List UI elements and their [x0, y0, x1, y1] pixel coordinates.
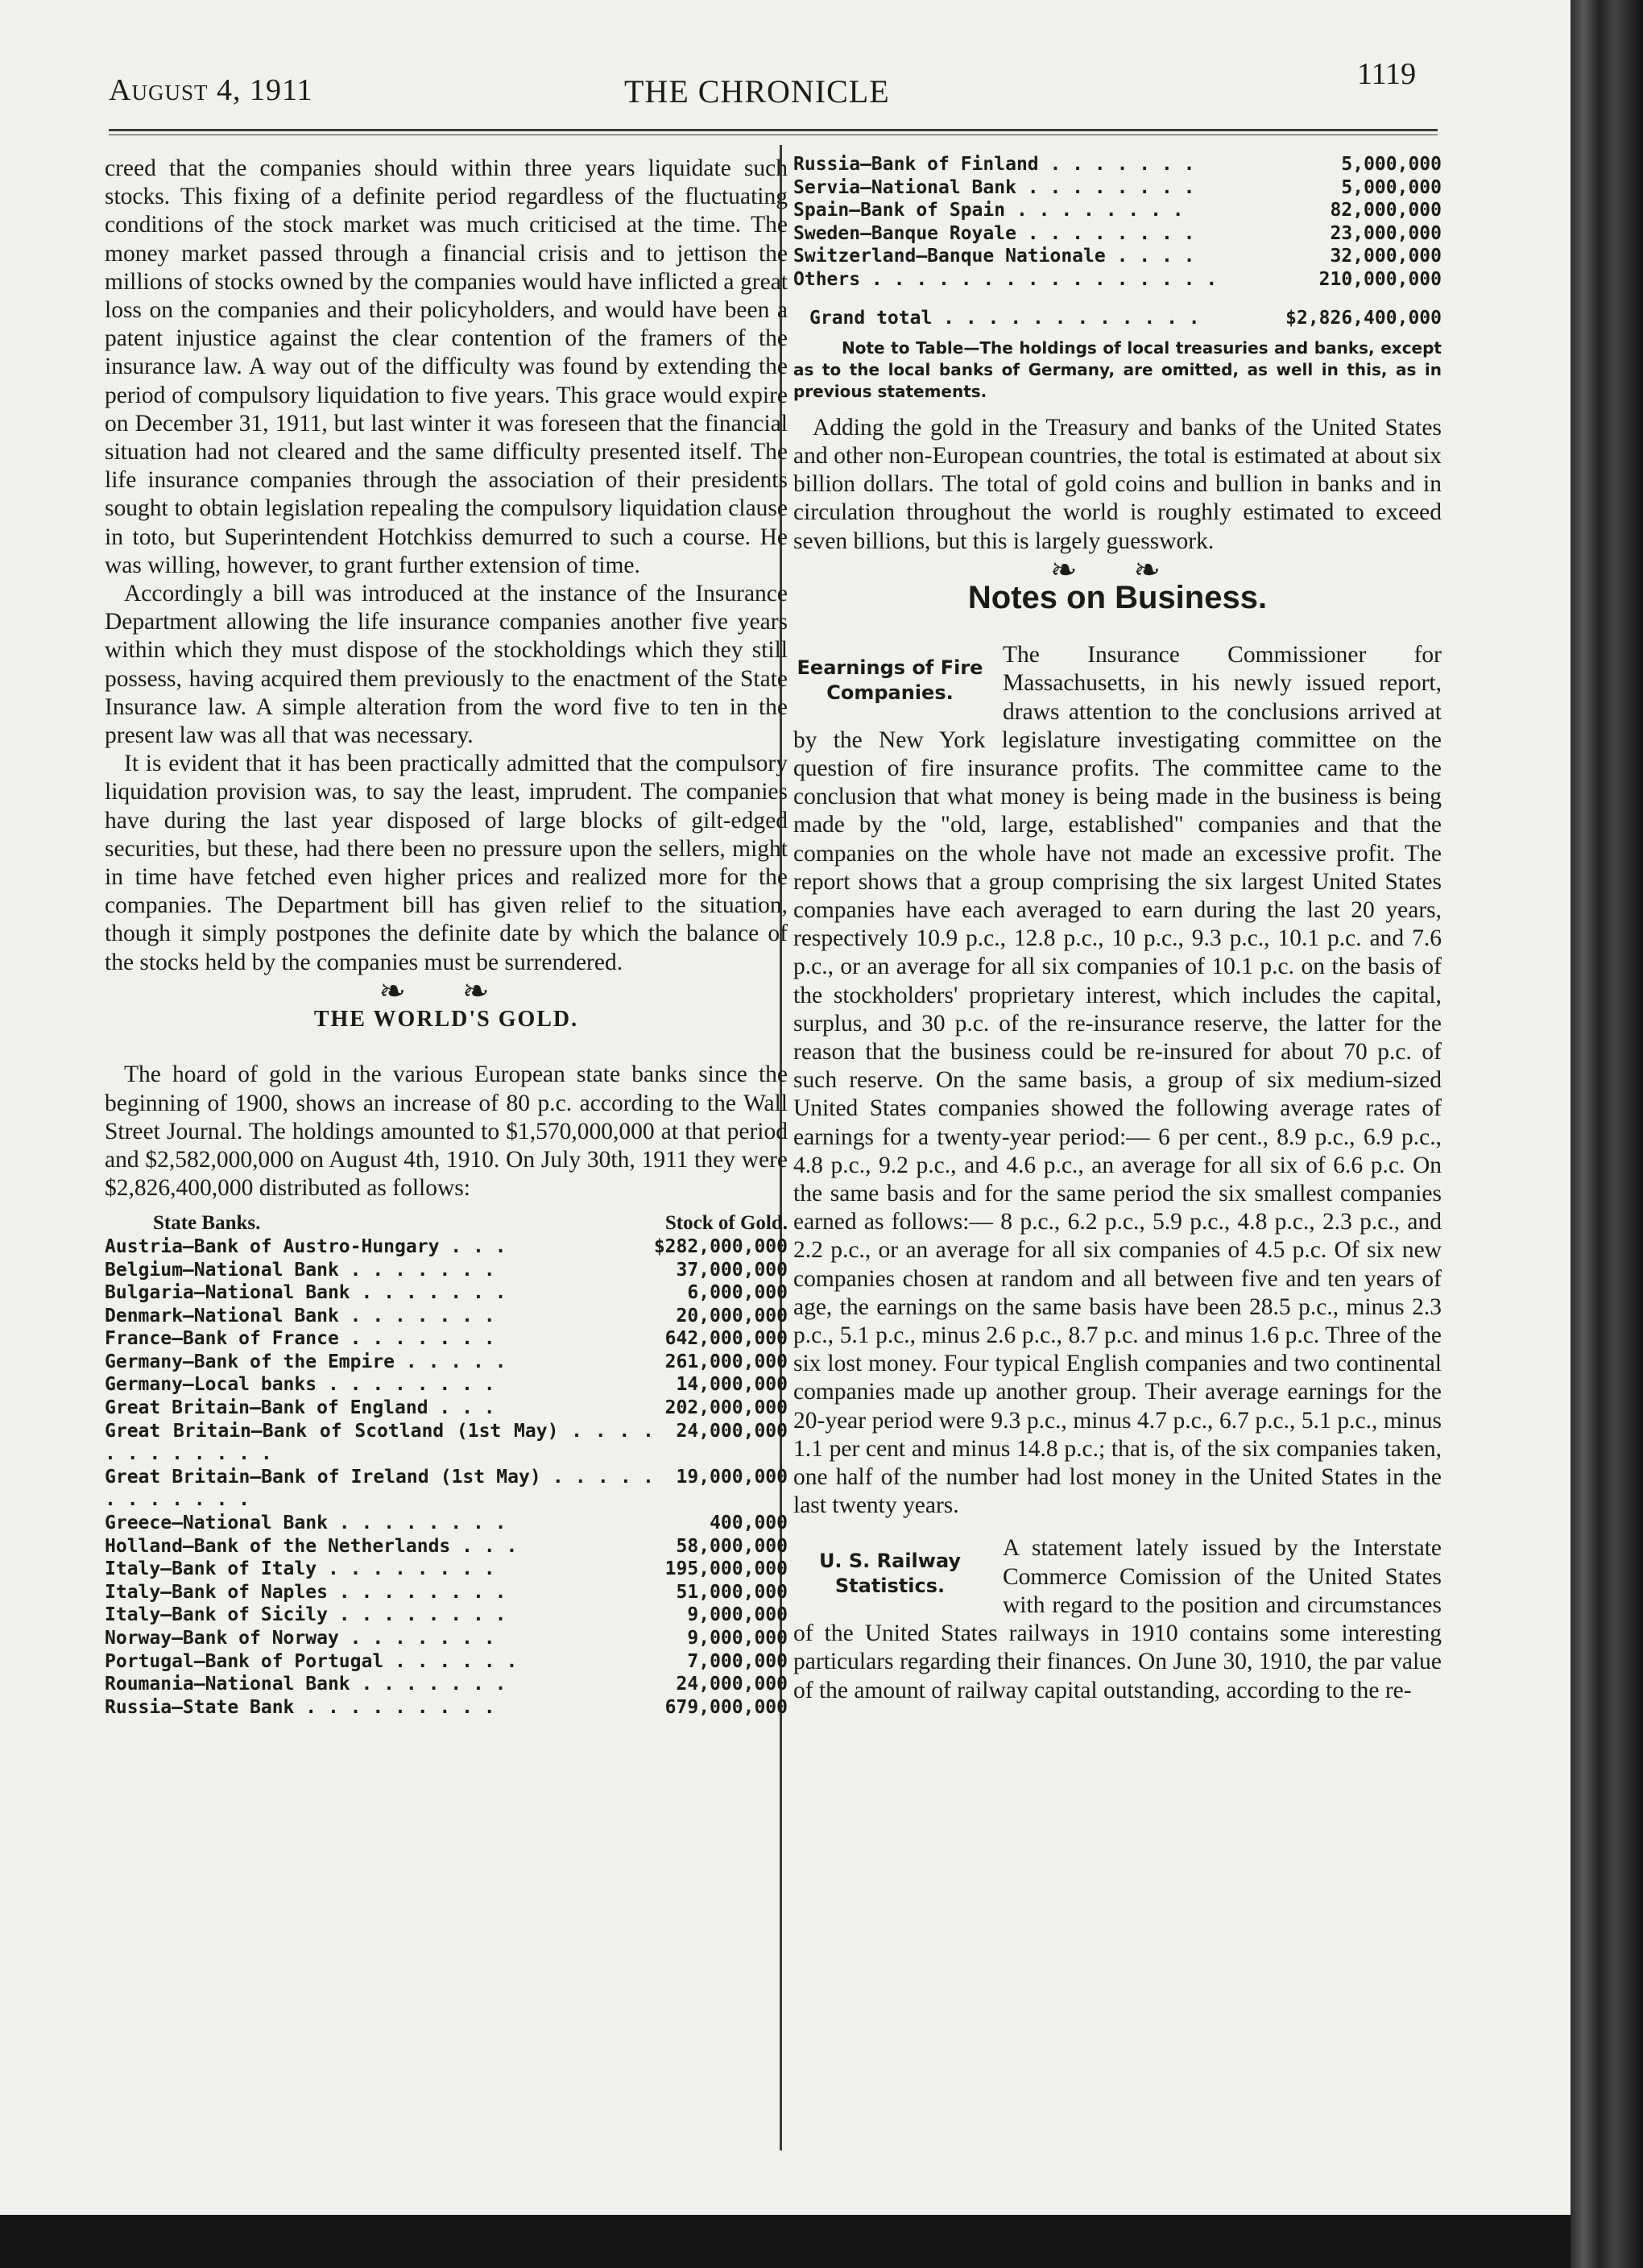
- table-row: [793, 268, 1442, 292]
- bank-name: Russia—Bank of Finland . . . . . . .: [793, 154, 1195, 175]
- gold-stock-value: 14,000,000: [676, 1374, 788, 1396]
- gold-stock-value: 210,000,000: [1318, 268, 1442, 290]
- bank-name: Russia—State Bank . . . . . . . . .: [105, 1696, 495, 1718]
- page-number: 1119: [1357, 57, 1417, 91]
- table-row: [793, 222, 1442, 246]
- column-header: State Banks.: [153, 1212, 261, 1235]
- bank-name: Germany—Local banks . . . . . . . .: [105, 1374, 495, 1396]
- table-row: [105, 1466, 788, 1512]
- grand-total-label: Grand total . . . . . . . . . . . .: [809, 307, 1200, 329]
- table-row: [105, 1558, 788, 1581]
- issue-date: August 4, 1911: [109, 73, 313, 107]
- table-header-row: [105, 1212, 788, 1235]
- gold-stock-value: 37,000,000: [676, 1259, 788, 1281]
- bank-name: Great Britain—Bank of England . . .: [105, 1397, 495, 1419]
- gold-stock-value: 24,000,000: [676, 1674, 788, 1695]
- left-column: [105, 155, 788, 1719]
- bank-name: Switzerland—Banque Nationale . . . .: [793, 246, 1195, 267]
- table-row: [105, 1604, 788, 1627]
- bank-name: Sweden—Banque Royale . . . . . . . .: [793, 222, 1195, 244]
- paragraph: The Insurance Commissioner for Massachusetts, in his newly issued report, draws attention to the conclusions arrived at by the New York legislature investigating committee on the question of fire insurance profits. The committee came to the conclusion that what money is being made in the business is being made by the "old, large, established" companies and that the companies on the whole have not made an excessive profit. The report shows that a group comprising the six largest United States companies have each averaged to earn during the last 20 years, respectively 10.9 p.c., 12.8 p.c., 10 p.c., 9.3 p.c., 10.1 p.c. and 7.6 p.c., or an average for all six companies of 10.1 p.c. on the basis of the stockholders' proprietary interest, which includes the capital, surplus, and 30 p.c. of the re-insurance reserve, the latter for the reason that the business could be re-insured for about 70 p.c. of such reserve. On the same basis, a group of six medium-sized United States companies showed the following average rates of earnings for a twenty-year period:— 6 per cent., 8.9 p.c., 6.9 p.c., 4.8 p.c., 9.2 p.c., and 4.6 p.c., an average for all six of 6.6 p.c. On the same basis and for the same period the six smallest companies earned as follows:— 8 p.c., 6.2 p.c., 5.9 p.c., 4.8 p.c., 2.3 p.c., and 2.2 p.c., or an average for all six companies of 4.5 p.c. Of six new companies chosen at random and all between five and ten years of age, the earnings on the same basis have been 28.5 p.c., minus 2.3 p.c., 5.1 p.c., minus 2.6 p.c., 8.7 p.c. and minus 1.6 p.c. Three of the six lost money. Four typical English companies and two continental companies made up another group. Their average earnings for the 20-year period were 9.3 p.c., minus 4.7 p.c., 6.7 p.c., 5.1 p.c., minus 1.1 per cent and minus 14.8 p.c.; that is, of the six companies taken, one half of the number had lost money in the United States in the last twenty years.: [793, 642, 1442, 1519]
- article-earnings: [793, 641, 1442, 1520]
- bank-name: Austria—Bank of Austro-Hungary . . .: [105, 1235, 507, 1257]
- table-row: [105, 1235, 788, 1259]
- fleuron-ornament: ❧ ❧: [379, 972, 514, 1009]
- table-row: [105, 1420, 788, 1466]
- table-row: [105, 1535, 788, 1558]
- table-row: [105, 1696, 788, 1720]
- grand-total-value: $2,826,400,000: [1285, 307, 1442, 329]
- table-row: [793, 245, 1442, 268]
- grand-total-row: [793, 304, 1442, 333]
- gold-stock-value: 23,000,000: [1330, 222, 1442, 244]
- gold-stock-value: 5,000,000: [1341, 154, 1442, 175]
- header-rule: [109, 129, 1438, 131]
- table-note: Note to Table—The holdings of local treasuries and banks, except as to the local banks of Germany, are omitted, as well in this, as in previous statements.: [793, 337, 1442, 401]
- gold-stock-value: 202,000,000: [664, 1397, 788, 1419]
- side-heading: Eearnings of Fire Companies.: [797, 656, 983, 705]
- table-row: [105, 1259, 788, 1282]
- gold-stock-value: 58,000,000: [676, 1535, 788, 1557]
- gold-stock-value: 20,000,000: [676, 1305, 788, 1326]
- paragraph: The hoard of gold in the various European state banks since the beginning of 1900, shows an increase of 80 p.c. according to the Wall Street Journal. The holdings amounted to $1,570,000,000 at that period and $2,582,000,000 on August 4th, 1910. On July 30th, 1911 they were $2,826,400,000 distributed as follows:: [105, 1062, 788, 1202]
- paragraph: Accordingly a bill was introduced at the instance of the Insurance Department allowing the life insurance companies another five years within which they must dispose of the stockholdings which they still possess, having acquired them previously to the enactment of the State Insurance law. A simple alteration from the word five to ten in the present law was all that was necessary.: [105, 581, 788, 749]
- bank-name: Great Britain—Bank of Scotland (1st May) . . . . . . . . . . . .: [105, 1420, 654, 1465]
- gold-stock-value: 679,000,000: [664, 1696, 788, 1718]
- side-heading: U. S. Railway Statistics.: [818, 1550, 962, 1598]
- table-row: [793, 199, 1442, 222]
- bank-name: Spain—Bank of Spain . . . . . . . .: [793, 200, 1184, 221]
- paragraph: creed that the companies should within three years liquidate such stocks. This fixing of a definite period regardless of the fluctuating conditions of the stock market was much criticised at the time. The money market passed through a financial crisis and to jettison the millions of stocks owned by the companies would have inflicted a great loss on the companies and their policyholders, and would have been a patent injustice against the clear contention of the framers of the insurance law. A way out of the difficulty was found by extending the period of compulsory liquidation to five years. This grace would expire on December 31, 1911, but last winter it was foreseen that the financial situation had not cleared and the same difficulty presented itself. The life insurance companies through the association of their presidents sought to obtain legislation repealing the compulsory liquidation clause in toto, but Superintendent Hotchkiss demurred to such a course. He was willing, however, to grant further extension of time.: [105, 155, 788, 578]
- bank-name: Belgium—National Bank . . . . . . .: [105, 1259, 495, 1281]
- gold-stock-value: 195,000,000: [664, 1558, 788, 1580]
- gold-stock-value: 6,000,000: [687, 1282, 788, 1304]
- fleuron-ornament: ❧ ❧: [1049, 551, 1186, 588]
- right-column: [793, 155, 1442, 1705]
- bank-name: Denmark—National Bank . . . . . . .: [105, 1305, 495, 1326]
- bank-name: Italy—Bank of Sicily . . . . . . . .: [105, 1604, 507, 1626]
- publication-title: THE CHRONICLE: [624, 73, 890, 110]
- bank-name: Great Britain—Bank of Ireland (1st May) . . . . . . . . . . . .: [105, 1466, 654, 1511]
- table-row: [105, 1650, 788, 1674]
- table-row: [105, 1512, 788, 1535]
- table-row: [105, 1351, 788, 1374]
- paragraph: A statement lately issued by the Interstate Commerce Comission of the United States with regard to the position and circumstances of the United States railways in 1910 contains some interesting particulars regarding their finances. On June 30, 1910, the par value of the amount of railway capital outstanding, according to the re-: [793, 1535, 1442, 1703]
- bank-name: Italy—Bank of Naples . . . . . . . .: [105, 1581, 507, 1603]
- bank-name: Portugal—Bank of Portugal . . . . . .: [105, 1650, 518, 1672]
- bank-name: Greece—National Bank . . . . . . . .: [105, 1513, 507, 1534]
- bank-name: Italy—Bank of Italy . . . . . . . .: [105, 1558, 495, 1580]
- gold-stock-value: 5,000,000: [1341, 176, 1442, 198]
- section-heading: Notes on Business.: [967, 579, 1268, 615]
- gold-stock-value: 7,000,000: [687, 1650, 788, 1672]
- gold-stock-value: 261,000,000: [664, 1351, 788, 1372]
- gold-stock-value: 9,000,000: [687, 1628, 788, 1649]
- table-row: [105, 1581, 788, 1604]
- gold-stock-value: $282,000,000: [653, 1235, 788, 1257]
- gold-stock-value: 32,000,000: [1330, 246, 1442, 267]
- gold-stock-value: 24,000,000: [676, 1420, 788, 1442]
- gold-stock-value: 82,000,000: [1330, 200, 1442, 221]
- bank-name: France—Bank of France . . . . . . .: [105, 1328, 495, 1350]
- table-row: [105, 1305, 788, 1328]
- bank-name: Others . . . . . . . . . . . . . . . .: [793, 268, 1218, 290]
- bank-name: Bulgaria—National Bank . . . . . . .: [105, 1282, 507, 1304]
- column-header: Stock of Gold.: [664, 1212, 788, 1235]
- scan-border: [0, 2215, 1571, 2268]
- table-row: [105, 1673, 788, 1696]
- gold-stock-table: [105, 1212, 788, 1719]
- table-row: [105, 1373, 788, 1397]
- gold-stock-value: 400,000: [710, 1513, 788, 1534]
- table-row: [105, 1281, 788, 1305]
- bank-name: Norway—Bank of Norway . . . . . . .: [105, 1628, 495, 1649]
- article-railway: [793, 1534, 1442, 1704]
- table-row: [793, 176, 1442, 200]
- bank-name: Roumania—National Bank . . . . . . .: [105, 1674, 507, 1695]
- gold-stock-value: 9,000,000: [687, 1604, 788, 1626]
- book-binding-edge: [1571, 0, 1643, 2268]
- table-row: [105, 1627, 788, 1650]
- gold-stock-value: 642,000,000: [664, 1328, 788, 1350]
- table-row: [105, 1327, 788, 1351]
- bank-name: Germany—Bank of the Empire . . . . .: [105, 1351, 507, 1372]
- table-row: [793, 153, 1442, 176]
- bank-name: Servia—National Bank . . . . . . . .: [793, 176, 1195, 198]
- gold-stock-value: 19,000,000: [676, 1466, 788, 1488]
- table-row: [105, 1397, 788, 1420]
- bank-name: Holland—Bank of the Netherlands . . .: [105, 1535, 518, 1557]
- gold-stock-value: 51,000,000: [676, 1581, 788, 1603]
- paragraph: It is evident that it has been practically admitted that the compulsory liquidation provision was, to say the least, imprudent. The companies have during the last year disposed of large blocks of gilt-edged securities, but these, had there been no pressure upon the sellers, might in time have fetched even higher prices and realized more for the companies. The Department bill has given relief to the situation, though it simply postpones the definite date by which the balance of the stocks held by the companies must be surrendered.: [105, 751, 788, 975]
- gold-stock-table-continued: [793, 153, 1442, 292]
- paragraph: Adding the gold in the Treasury and banks of the United States and other non-European countries, the total is estimated at about six billion dollars. The total of gold coins and bullion in banks and in circulation throughout the world is roughly estimated to exceed seven billions, but this is largely guesswork.: [793, 414, 1442, 554]
- section-heading: THE WORLD'S GOLD.: [313, 1007, 579, 1033]
